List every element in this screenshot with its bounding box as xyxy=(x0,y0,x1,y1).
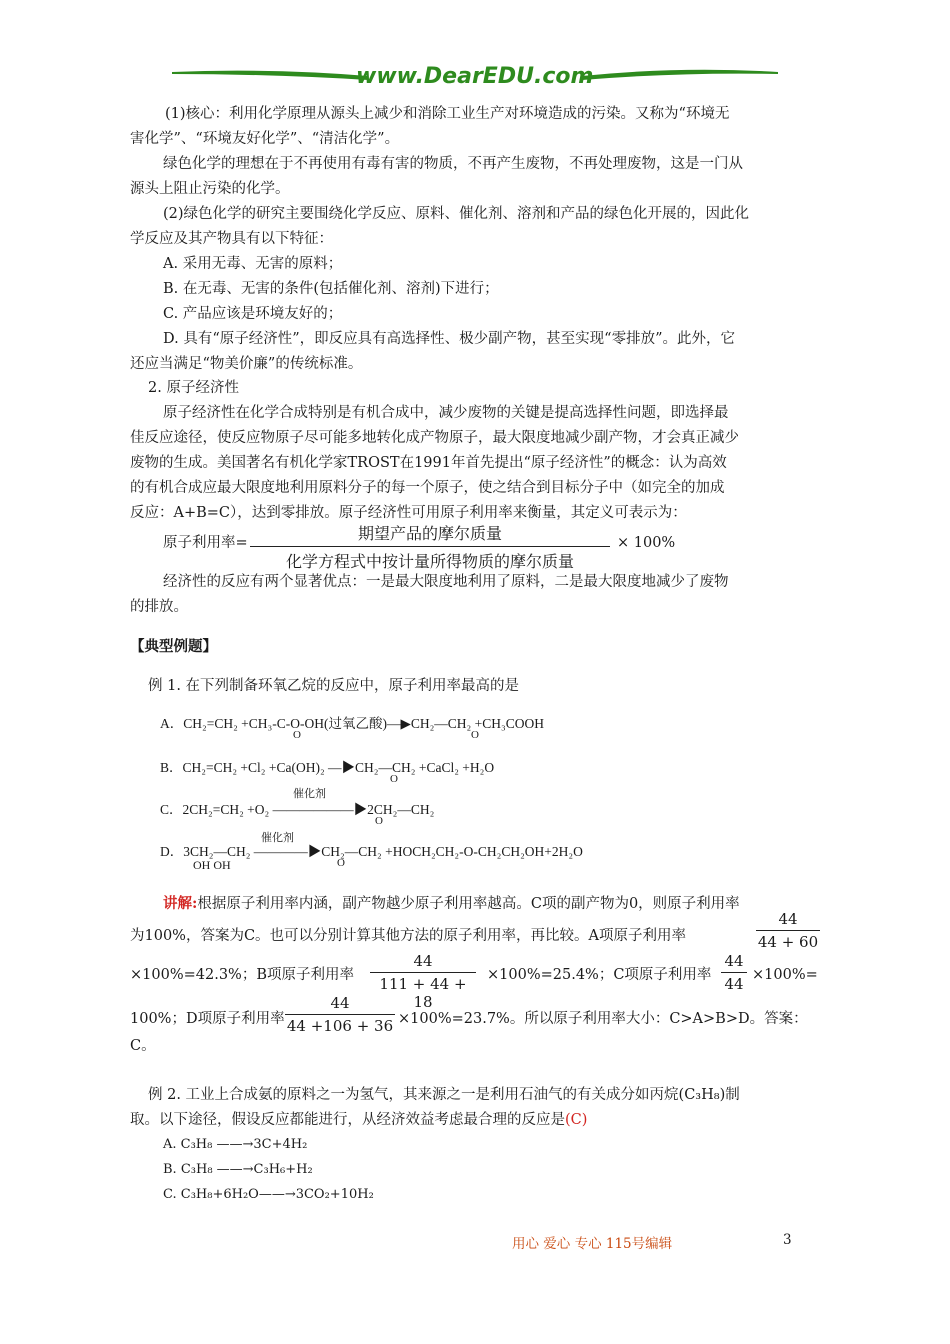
option-a-carbonyl-o: O xyxy=(293,729,301,741)
formula-multiplier: × 100% xyxy=(617,535,676,551)
item-b: B. 在无毒、无害的条件(包括催化剂、溶剂)下进行； xyxy=(163,281,499,297)
header-logo xyxy=(170,62,780,92)
item-d-a: D. 具有“原子经济性”，即反应具有高选择性、极少副产物，甚至实现“零排放”。此外，它 xyxy=(163,331,735,347)
para-1b: 害化学”、“环境友好化学”、“清洁化学”。 xyxy=(130,131,400,147)
explain-text-1: 根据原子利用率内涵，副产物越少原子利用率越高。C项的副产物为0，则原子利用率 xyxy=(197,896,740,912)
fraction-a-den: 44 + 60 xyxy=(757,933,819,951)
formula-label: 原子利用率= xyxy=(163,535,248,551)
fraction-c-den: 44 xyxy=(724,975,744,993)
fraction-a-bar xyxy=(756,930,820,931)
option-c-equation: C．2CH₂=CH₂ +O₂ ——————▶2CH₂—CH₂ xyxy=(160,802,435,817)
fraction-d-den: 44 +106 + 36 xyxy=(286,1017,394,1035)
para-4b: 佳反应途径，使反应物原子尽可能多地转化成产物原子，最大限度地减少副产物，才会真正减少 xyxy=(130,430,739,446)
para-2b: 源头上阻止污染的化学。 xyxy=(130,181,290,197)
fraction-d-bar xyxy=(285,1014,395,1015)
para-4e: 反应：A+B=C），达到零排放。原子经济性可用原子利用率来衡量，其定义可表示为： xyxy=(130,505,687,521)
fraction-denominator: 化学方程式中按计量所得物质的摩尔质量 xyxy=(285,552,574,571)
option-a-epoxide-o: O xyxy=(471,729,479,741)
explanation-line-3c: ×100%= xyxy=(752,967,818,983)
explanation-line-3a: ×100%=42.3%；B项原子利用率 xyxy=(130,967,354,983)
example2-option-c: C. C₃H₈+6H₂O——→3CO₂+10H₂ xyxy=(163,1187,374,1202)
option-d-epoxide-o: O xyxy=(337,857,345,869)
fraction-bar xyxy=(250,546,610,547)
example2-question-2 xyxy=(130,1110,587,1130)
explanation-line-4b: ×100%=23.7%。所以原子利用率大小：C>A>B>D。答案： xyxy=(398,1011,808,1027)
example2-question-2-text: 取。以下途径，假设反应都能进行，从经济效益考虑最合理的反应是 xyxy=(130,1112,565,1128)
fraction-d-num: 44 xyxy=(330,994,350,1012)
option-a-equation: A．CH₂=CH₂ +CH₃-C-O-OH(过氧乙酸)—▶CH₂—CH₂ +CH₃COOH xyxy=(160,716,544,731)
fraction-b-bar xyxy=(370,972,476,973)
para-4a: 原子经济性在化学合成特别是有机合成中，减少废物的关键是提高选择性问题，即选择最 xyxy=(163,405,729,421)
fraction-c-num: 44 xyxy=(724,952,744,970)
site-name[interactable]: www.DearEDU.com xyxy=(356,64,594,89)
para-3b: 学反应及其产物具有以下特征： xyxy=(130,231,333,247)
para-1a: (1)核心：利用化学原理从源头上减少和消除工业生产对环境造成的污染。又称为“环境无 xyxy=(165,106,730,122)
item-a: A. 采用无毒、无害的原料； xyxy=(163,256,343,272)
explanation-line-3b: ×100%=25.4%；C项原子利用率 xyxy=(487,967,712,983)
fraction-numerator: 期望产品的摩尔质量 xyxy=(357,524,502,543)
explanation-line-4a: 100%；D项原子利用率 xyxy=(130,1011,285,1027)
page-number: 3 xyxy=(783,1232,792,1248)
fraction-c-bar xyxy=(721,972,747,973)
example2-option-a: A. C₃H₈ ——→3C+4H₂ xyxy=(163,1137,308,1152)
item-d-b: 还应当满足“物美价廉”的传统标准。 xyxy=(130,356,363,372)
example2-answer: (C) xyxy=(565,1112,588,1128)
option-d-hydroxyls: OH OH xyxy=(193,858,231,872)
fraction-a-num: 44 xyxy=(778,910,798,928)
explanation-line-2: 为100%，答案为C。也可以分别计算其他方法的原子利用率，再比较。A项原子利用率 xyxy=(130,928,687,944)
section-title: 【典型例题】 xyxy=(130,639,217,655)
para-4c: 废物的生成。美国著名有机化学家TROST在1991年首先提出“原子经济性”的概念：认为高效 xyxy=(130,455,727,471)
fraction-c xyxy=(721,952,747,993)
para-2a: 绿色化学的理想在于不再使用有毒有害的物质，不再产生废物，不再处理废物，这是一门从 xyxy=(163,156,743,172)
example2-question-1: 例 2. 工业上合成氨的原料之一为氢气，其来源之一是利用石油气的有关成分如丙烷(C₃H₈)制 xyxy=(148,1087,740,1103)
explanation-line-5: C。 xyxy=(130,1038,156,1054)
option-c-epoxide-o: O xyxy=(375,815,383,827)
para-5a: 经济性的反应有两个显著优点：一是最大限度地利用了原料，二是最大限度地减少了废物 xyxy=(163,574,729,590)
example2-option-b: B. C₃H₈ ——→C₃H₆+H₂ xyxy=(163,1162,313,1177)
para-4d: 的有机合成应最大限度地利用原料分子的每一个原子，使之结合到目标分子中（如完全的加成 xyxy=(130,480,725,496)
para-5b: 的排放。 xyxy=(130,599,188,615)
option-b-equation: B．CH₂=CH₂ +Cl₂ +Ca(OH)₂ —▶CH₂—CH₂ +CaCl₂ +H₂O xyxy=(160,760,495,775)
explain-label: 讲解: xyxy=(163,895,198,912)
atom-utilization-fraction xyxy=(250,521,610,572)
option-d-catalyst: 催化剂 xyxy=(261,832,294,844)
option-b-epoxide-o: O xyxy=(390,773,398,785)
fraction-d xyxy=(285,994,395,1035)
footer-text: 用心 爱心 专心 115号编辑 xyxy=(512,1236,673,1252)
example1-question: 例 1. 在下列制备环氧乙烷的反应中，原子利用率最高的是 xyxy=(148,678,520,694)
option-d-equation: D．3CH₂—CH₂ ————▶CH₂—CH₂ +HOCH₂CH₂-O-CH₂CH₂OH+2H₂O xyxy=(160,844,583,859)
option-c-catalyst: 催化剂 xyxy=(293,788,326,800)
fraction-b-num: 44 xyxy=(413,952,433,970)
explanation-line-1 xyxy=(163,894,740,914)
section-2-title: 2. 原子经济性 xyxy=(148,380,239,396)
fraction-b-den: 111 + 44 + 18 xyxy=(379,975,467,1011)
para-3a: (2)绿色化学的研究主要围绕化学反应、原料、催化剂、溶剂和产品的绿色化开展的，因此化 xyxy=(163,206,750,222)
item-c: C. 产品应该是环境友好的； xyxy=(163,306,343,322)
fraction-a xyxy=(756,910,820,951)
